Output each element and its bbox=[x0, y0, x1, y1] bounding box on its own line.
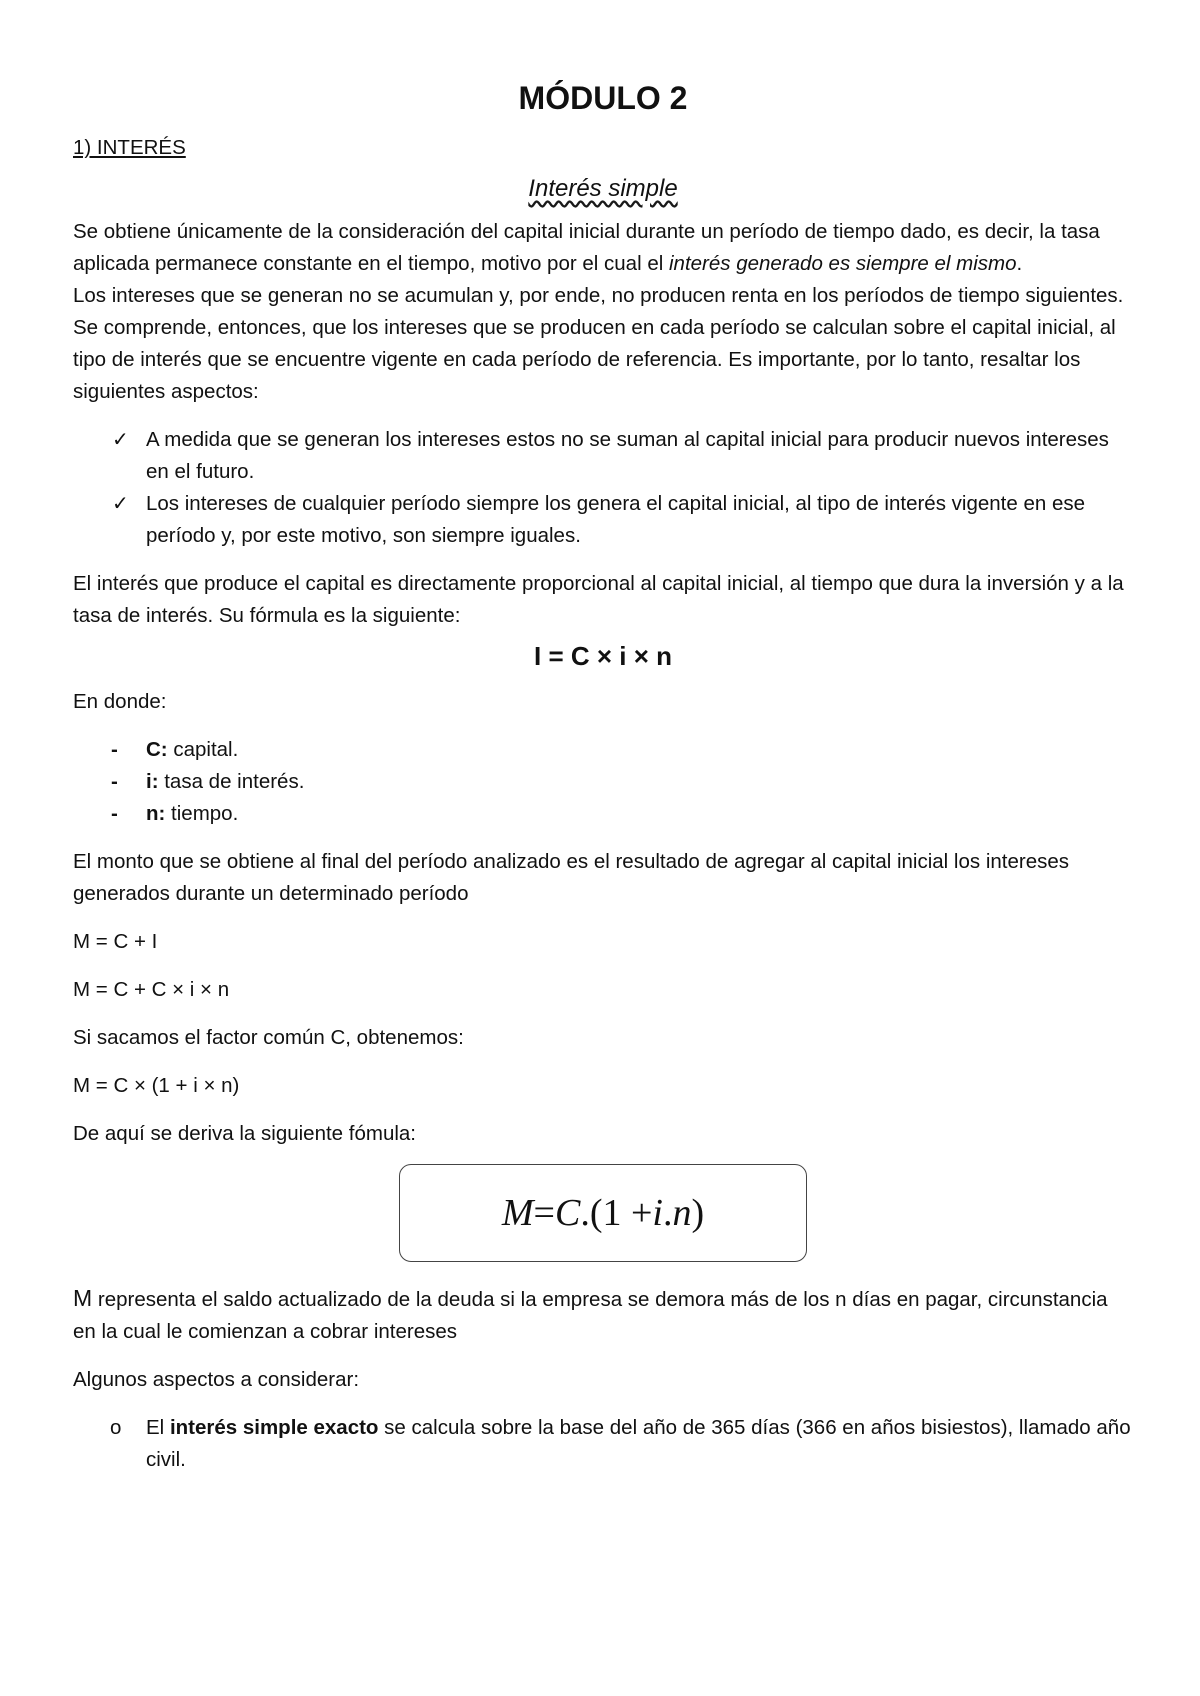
formula-interes: I = C × i × n bbox=[534, 641, 672, 671]
circle-bullet-icon: o bbox=[110, 1416, 122, 1439]
dash-icon: - bbox=[111, 802, 118, 825]
equation-3: M = C × (1 + i × n) bbox=[73, 1074, 240, 1097]
equation-1: M = C + I bbox=[73, 930, 158, 953]
paragraph-definition: Se obtiene únicamente de la consideración del capital inicial durante un período de tiempo dado, es decir, la tasa aplicada permanece constante en el tiempo, motivo por el cual el interés generado es siempre el mismo. bbox=[73, 220, 1100, 275]
paragraph-intereses: Los intereses que se generan no se acumulan y, por ende, no producen renta en los períodos de tiempo siguientes. Se comprende, entonces, que los intereses que se producen en cada período se calculan sobre el capital inicial, al tipo de interés que se encuentre vigente en cada período de referencia. Es importante, por lo tanto, resaltar los siguientes aspectos: bbox=[73, 284, 1124, 403]
paragraph-monto: El monto que se obtiene al final del período analizado es el resultado de agregar al capital inicial los intereses generados durante un determinado período bbox=[73, 850, 1070, 905]
dash-icon: - bbox=[111, 770, 118, 793]
paragraph-deriva: De aquí se deriva la siguiente fómula: bbox=[73, 1122, 417, 1145]
paragraph-proporcional: El interés que produce el capital es directamente proporcional al capital inicial, al tiempo que dura la inversión y a la tasa de interés. Su fórmula es la siguiente: bbox=[73, 572, 1124, 627]
label-en-donde: En donde: bbox=[73, 690, 167, 713]
check-list bbox=[73, 424, 1133, 552]
boxed-formula: M = C .(1 + i . n ) bbox=[399, 1164, 807, 1262]
paragraph-aspectos: Algunos aspectos a considerar: bbox=[73, 1368, 360, 1391]
list-item: ✓ Los intereses de cualquier período siempre los genera el capital inicial, al tipo de interés vigente en ese período y, por este motivo, son siempre iguales. bbox=[146, 488, 1133, 552]
list-item: - C: capital. bbox=[146, 734, 1133, 766]
list-item: o El interés simple exacto se calcula sobre la base del año de 365 días (366 en años bisiestos), llamado año civil. bbox=[146, 1412, 1133, 1476]
checkmark-icon: ✓ bbox=[112, 493, 129, 515]
aspects-list bbox=[73, 1412, 1133, 1476]
page-title: MÓDULO 2 bbox=[518, 80, 688, 116]
paragraph-factor-comun: Si sacamos el factor común C, obtenemos: bbox=[73, 1026, 464, 1049]
paragraph-saldo: M representa el saldo actualizado de la deuda si la empresa se demora más de los n días en pagar, circunstancia en la cual le comienzan a cobrar intereses bbox=[73, 1285, 1108, 1343]
variable-list bbox=[73, 734, 1133, 830]
document-page bbox=[73, 78, 1133, 1476]
list-item: - i: tasa de interés. bbox=[146, 766, 1133, 798]
section-heading: 1) INTERÉS bbox=[73, 136, 186, 159]
list-item: - n: tiempo. bbox=[146, 798, 1133, 830]
checkmark-icon: ✓ bbox=[112, 429, 129, 451]
list-item: ✓ A medida que se generan los intereses estos no se suman al capital inicial para producir nuevos intereses en el futuro. bbox=[146, 424, 1133, 488]
equation-2: M = C + C × i × n bbox=[73, 978, 230, 1001]
dash-icon: - bbox=[111, 738, 118, 761]
subtitle: Interés simple bbox=[528, 175, 678, 202]
